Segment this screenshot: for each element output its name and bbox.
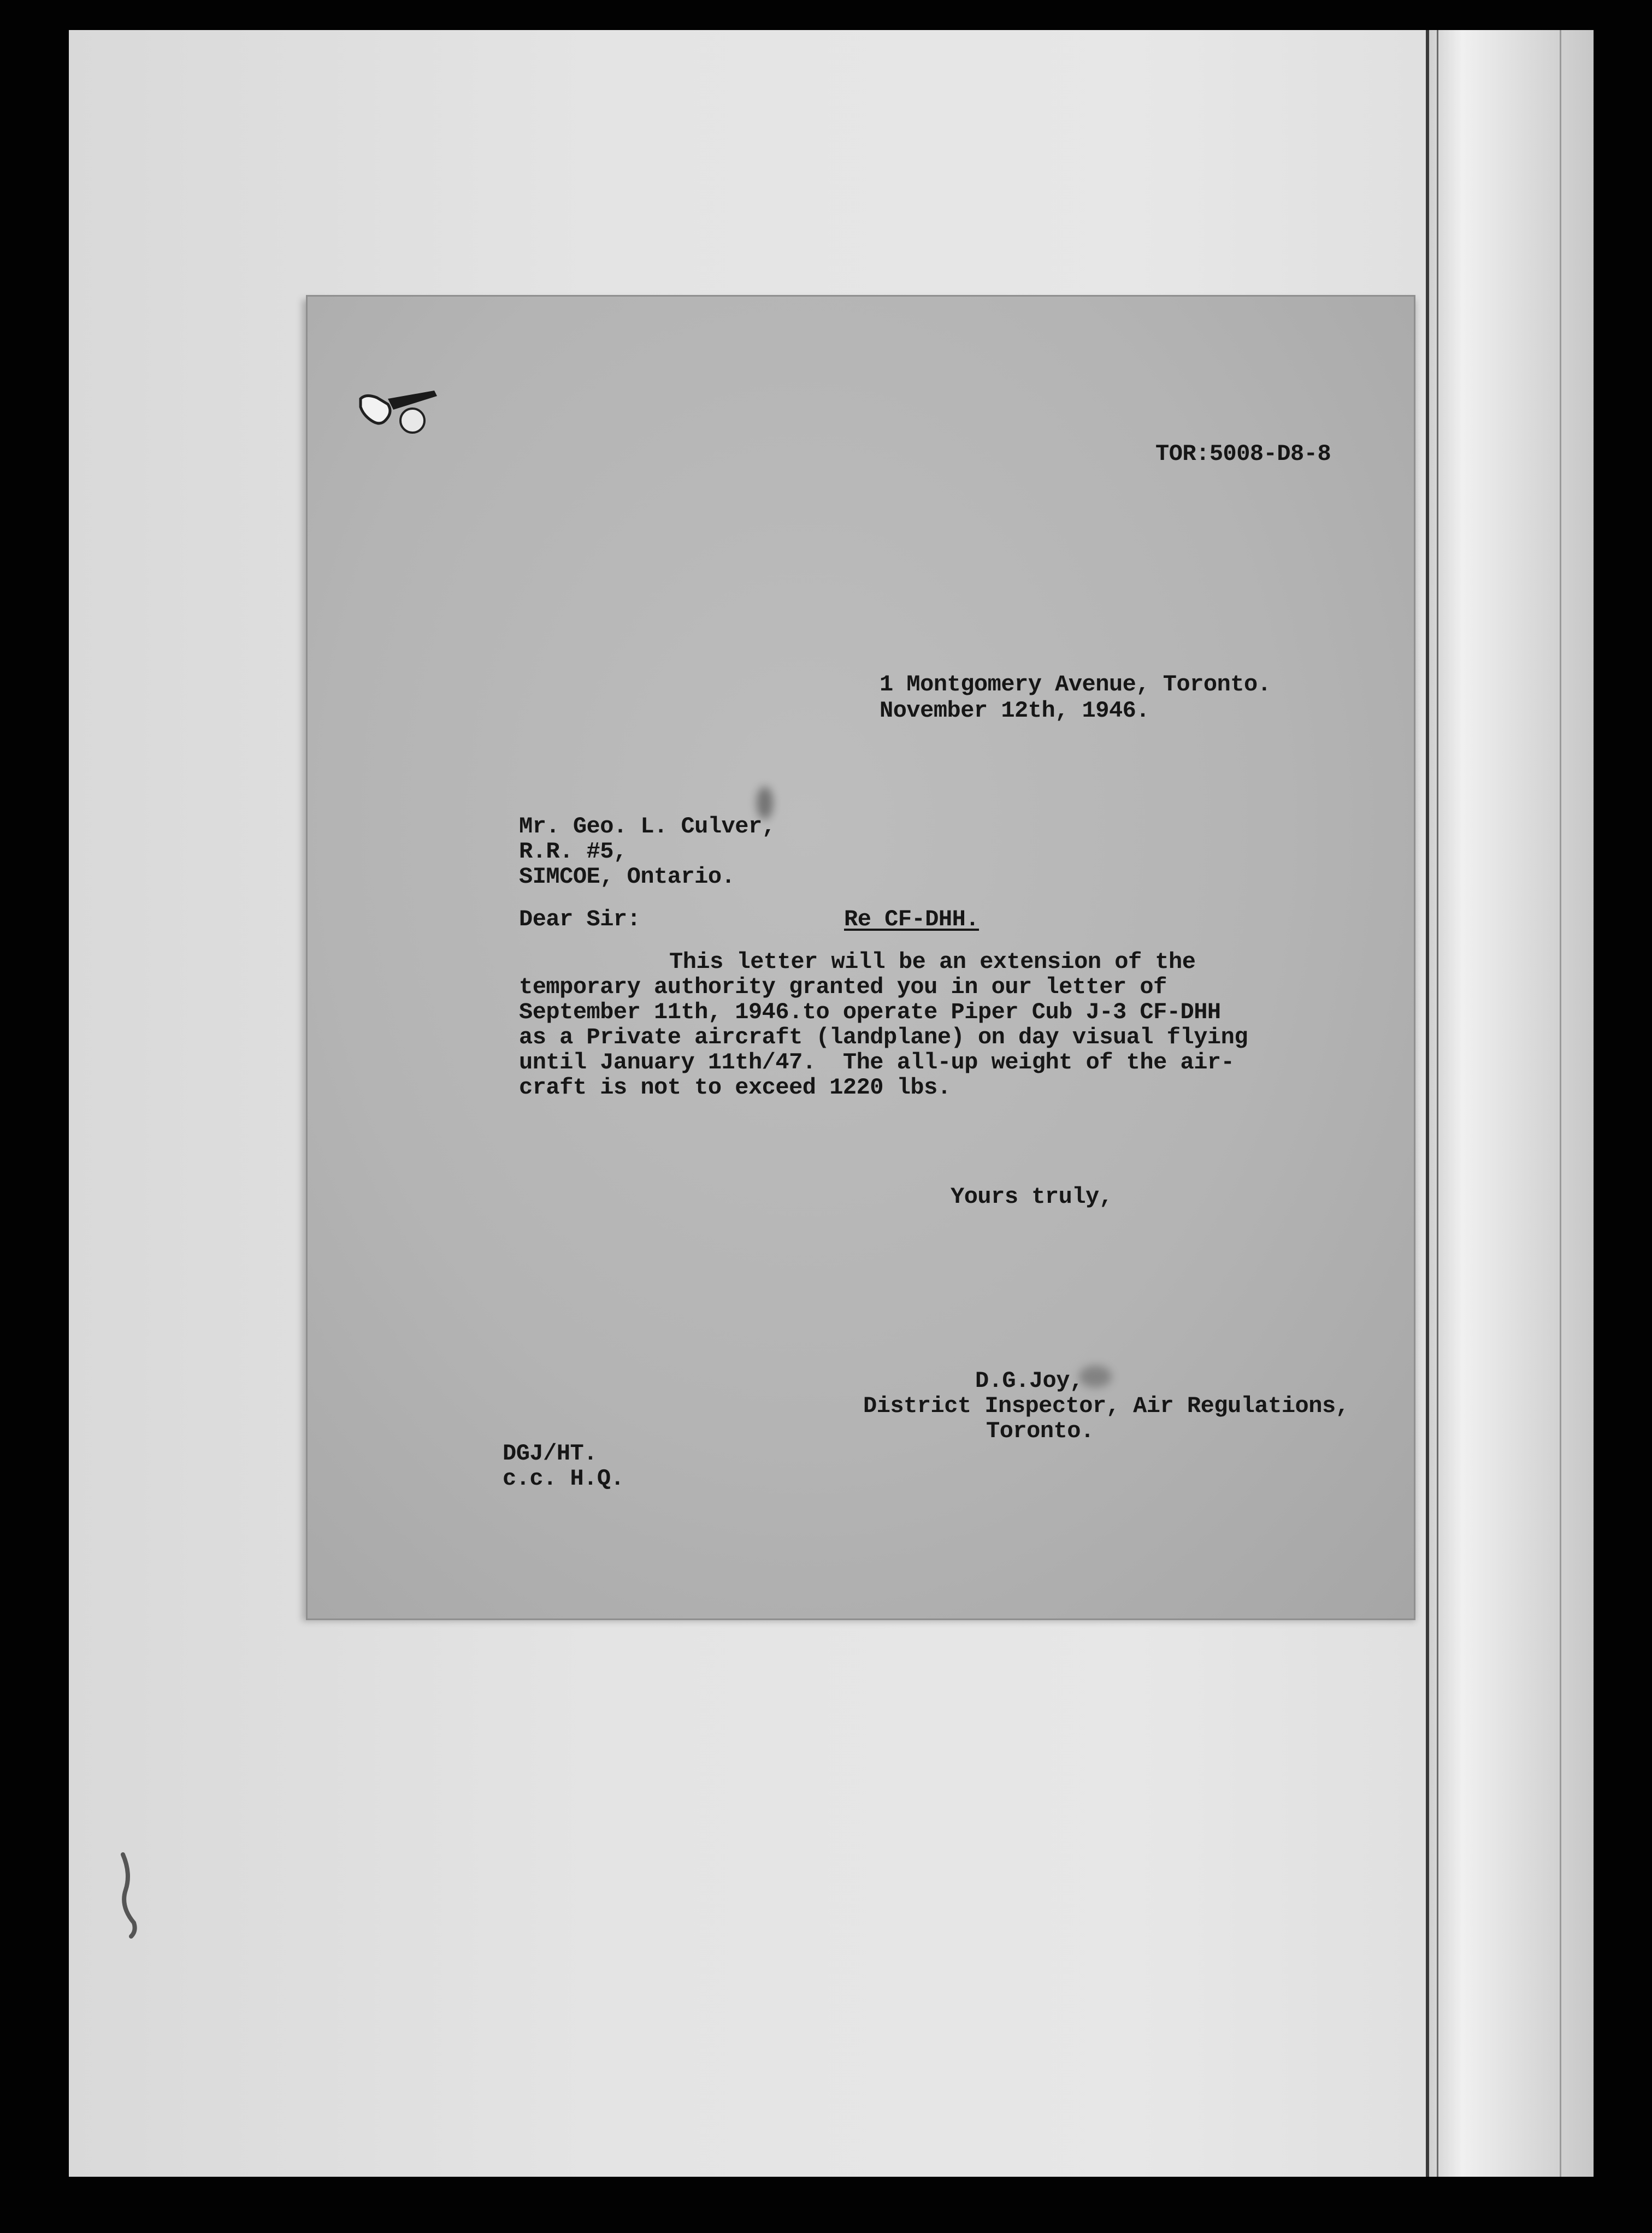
ink-smudge xyxy=(1079,1366,1112,1387)
pencil-mark-icon xyxy=(115,1852,142,1939)
binding-fold-line-outer xyxy=(1560,30,1561,2177)
binding-fold-line xyxy=(1437,30,1438,2177)
letter-date: November 12th, 1946. xyxy=(880,698,1150,724)
recipient-name: Mr. Geo. L. Culver, xyxy=(519,813,776,840)
body-line: as a Private aircraft (landplane) on day visual flying xyxy=(519,1024,1248,1050)
body-line: temporary authority granted you in our letter of xyxy=(519,974,1167,1000)
salutation: Dear Sir: xyxy=(519,906,641,932)
body-line: craft is not to exceed 1220 lbs. xyxy=(519,1074,951,1101)
body-line: until January 11th/47. The all-up weight of the air- xyxy=(519,1049,1235,1076)
typist-initials: DGJ/HT. xyxy=(503,1440,597,1467)
body-line: This letter will be an extension of the xyxy=(669,949,1196,975)
staple-mark-icon xyxy=(355,388,442,437)
closing: Yours truly, xyxy=(951,1184,1113,1210)
file-reference: TOR:5008-D8-8 xyxy=(1155,441,1331,467)
signatory-location: Toronto. xyxy=(986,1418,1094,1444)
signatory-name: D.G.Joy, xyxy=(975,1368,1083,1394)
recipient-route: R.R. #5, xyxy=(519,838,627,865)
subject-line: Re CF-DHH. xyxy=(844,906,980,932)
sender-address: 1 Montgomery Avenue, Toronto. xyxy=(880,671,1271,698)
recipient-city: SIMCOE, Ontario. xyxy=(519,864,735,890)
binding-edge xyxy=(1426,30,1594,2177)
body-line: September 11th, 1946.to operate Piper Cub J-3 CF-DHH xyxy=(519,999,1221,1025)
signatory-title: District Inspector, Air Regulations, xyxy=(863,1393,1349,1419)
carbon-copy: c.c. H.Q. xyxy=(503,1466,624,1492)
